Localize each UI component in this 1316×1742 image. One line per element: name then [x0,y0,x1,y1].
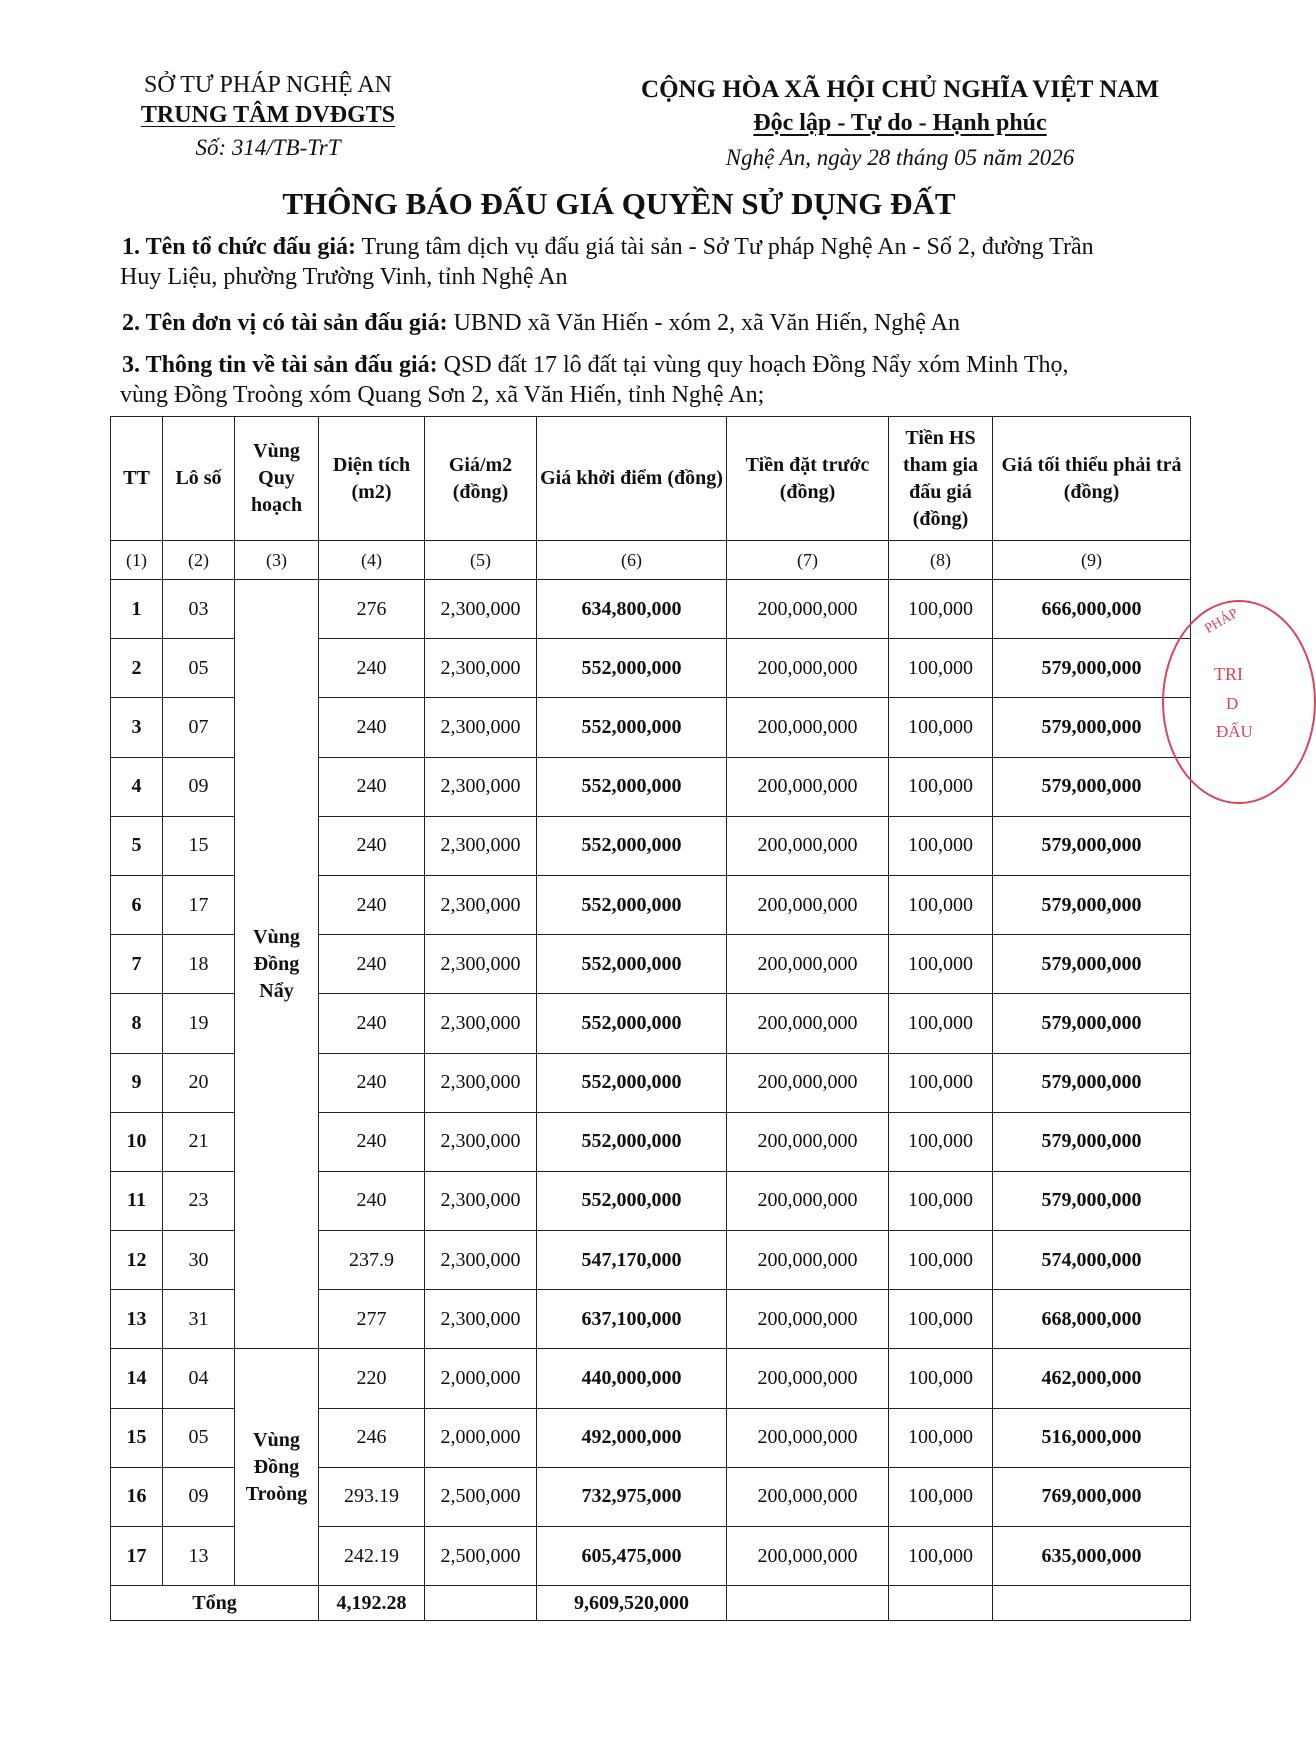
cell-min-price: 579,000,000 [993,639,1191,698]
cell-tt: 3 [111,698,163,757]
cell-deposit: 200,000,000 [727,1231,889,1290]
table-body [111,580,1191,1586]
cell-min-price: 462,000,000 [993,1349,1191,1408]
cell-min-price: 579,000,000 [993,935,1191,994]
col-index: (5) [425,541,537,580]
cell-start-price: 492,000,000 [537,1408,727,1467]
cell-start-price: 605,475,000 [537,1527,727,1586]
cell-deposit: 200,000,000 [727,1527,889,1586]
cell-price-per-m2: 2,300,000 [425,935,537,994]
stamp-text: ĐẤU [1216,722,1253,741]
cell-price-per-m2: 2,300,000 [425,1053,537,1112]
cell-price-per-m2: 2,300,000 [425,639,537,698]
cell-tt: 14 [111,1349,163,1408]
cell-price-per-m2: 2,300,000 [425,1231,537,1290]
col-header: Diện tích (m2) [319,417,425,541]
cell-price-per-m2: 2,300,000 [425,1112,537,1171]
cell-min-price: 579,000,000 [993,1112,1191,1171]
col-index: (8) [889,541,993,580]
cell-fee: 100,000 [889,639,993,698]
total-label: Tổng [111,1586,319,1621]
cell-min-price: 666,000,000 [993,580,1191,639]
cell-tt: 10 [111,1112,163,1171]
motto: Độc lập - Tự do - Hạnh phúc [753,110,1047,136]
cell-area: 276 [319,580,425,639]
cell-min-price: 769,000,000 [993,1467,1191,1526]
cell-lot: 09 [163,1467,235,1526]
section-text-cont: vùng Đồng Troòng xóm Quang Sơn 2, xã Văn Hiến, tỉnh Nghệ An; [120,382,765,408]
table-total-row [111,1586,1191,1621]
cell-start-price: 732,975,000 [537,1467,727,1526]
center-name: TRUNG TÂM DVĐGTS [140,102,396,128]
col-index: (2) [163,541,235,580]
cell-deposit: 200,000,000 [727,639,889,698]
table-index-row [111,541,1191,580]
cell-deposit: 200,000,000 [727,935,889,994]
section-text-cont: Huy Liệu, phường Trường Vinh, tỉnh Nghệ An [120,264,568,290]
cell-area: 240 [319,816,425,875]
col-header: Giá tối thiểu phải trả (đồng) [993,417,1191,541]
auction-table [110,416,1191,1621]
cell-fee: 100,000 [889,1527,993,1586]
document-number: Số: 314/TB-TrT [195,135,341,160]
cell-tt: 11 [111,1171,163,1230]
cell-area: 246 [319,1408,425,1467]
cell-tt: 13 [111,1290,163,1349]
cell-min-price: 579,000,000 [993,698,1191,757]
cell-tt: 2 [111,639,163,698]
total-empty [889,1586,993,1621]
cell-area: 240 [319,935,425,994]
cell-fee: 100,000 [889,1053,993,1112]
cell-fee: 100,000 [889,1467,993,1526]
cell-deposit: 200,000,000 [727,698,889,757]
cell-deposit: 200,000,000 [727,994,889,1053]
cell-fee: 100,000 [889,1290,993,1349]
cell-start-price: 440,000,000 [537,1349,727,1408]
section-1 [122,232,1172,292]
table-row [111,580,1191,639]
col-index: (3) [235,541,319,580]
cell-lot: 15 [163,816,235,875]
header-right [620,74,1180,176]
red-seal-stamp [1162,600,1316,804]
section-label: 1. Tên tổ chức đấu giá: [122,234,356,260]
cell-min-price: 579,000,000 [993,1171,1191,1230]
cell-min-price: 579,000,000 [993,875,1191,934]
section-text: Trung tâm dịch vụ đấu giá tài sản - Sở Tư pháp Nghệ An - Số 2, đường Trần [355,234,1094,260]
cell-deposit: 200,000,000 [727,580,889,639]
cell-min-price: 579,000,000 [993,994,1191,1053]
cell-start-price: 552,000,000 [537,639,727,698]
col-header: Tiền đặt trước (đồng) [727,417,889,541]
cell-min-price: 579,000,000 [993,1053,1191,1112]
cell-lot: 09 [163,757,235,816]
col-header: Giá/m2 (đồng) [425,417,537,541]
total-empty [993,1586,1191,1621]
cell-tt: 16 [111,1467,163,1526]
stamp-text: D [1226,694,1239,713]
col-index: (9) [993,541,1191,580]
cell-fee: 100,000 [889,1171,993,1230]
cell-deposit: 200,000,000 [727,1349,889,1408]
cell-area: 240 [319,994,425,1053]
cell-tt: 1 [111,580,163,639]
cell-deposit: 200,000,000 [727,757,889,816]
total-area: 4,192.28 [319,1586,425,1621]
col-index: (1) [111,541,163,580]
cell-price-per-m2: 2,000,000 [425,1408,537,1467]
cell-min-price: 579,000,000 [993,757,1191,816]
cell-start-price: 552,000,000 [537,1053,727,1112]
col-header: Tiền HS tham gia đấu giá (đồng) [889,417,993,541]
cell-price-per-m2: 2,500,000 [425,1527,537,1586]
col-header: Lô số [163,417,235,541]
total-empty [425,1586,537,1621]
cell-price-per-m2: 2,300,000 [425,994,537,1053]
cell-fee: 100,000 [889,698,993,757]
cell-area: 220 [319,1349,425,1408]
cell-area: 277 [319,1290,425,1349]
col-header: Giá khởi điểm (đồng) [537,417,727,541]
cell-lot: 31 [163,1290,235,1349]
cell-fee: 100,000 [889,1408,993,1467]
cell-lot: 13 [163,1527,235,1586]
cell-tt: 12 [111,1231,163,1290]
cell-lot: 03 [163,580,235,639]
section-3 [122,350,1172,410]
cell-tt: 8 [111,994,163,1053]
cell-area: 240 [319,757,425,816]
cell-deposit: 200,000,000 [727,1171,889,1230]
cell-area: 240 [319,1112,425,1171]
issue-date: Nghệ An, ngày 28 tháng 05 năm 2026 [725,145,1075,170]
cell-tt: 15 [111,1408,163,1467]
cell-tt: 4 [111,757,163,816]
cell-lot: 04 [163,1349,235,1408]
cell-area: 240 [319,1053,425,1112]
page-title: THÔNG BÁO ĐẤU GIÁ QUYỀN SỬ DỤNG ĐẤT [282,186,956,221]
cell-lot: 18 [163,935,235,994]
cell-area: 242.19 [319,1527,425,1586]
cell-lot: 05 [163,639,235,698]
cell-lot: 19 [163,994,235,1053]
cell-start-price: 552,000,000 [537,935,727,994]
cell-price-per-m2: 2,300,000 [425,816,537,875]
header-left [118,70,418,166]
cell-area: 237.9 [319,1231,425,1290]
section-2 [122,308,1172,338]
cell-deposit: 200,000,000 [727,1053,889,1112]
cell-deposit: 200,000,000 [727,816,889,875]
cell-price-per-m2: 2,300,000 [425,1290,537,1349]
col-index: (7) [727,541,889,580]
total-start-price: 9,609,520,000 [537,1586,727,1621]
cell-fee: 100,000 [889,580,993,639]
cell-start-price: 634,800,000 [537,580,727,639]
cell-area: 293.19 [319,1467,425,1526]
cell-price-per-m2: 2,300,000 [425,1171,537,1230]
cell-tt: 5 [111,816,163,875]
table-header-row [111,417,1191,541]
cell-start-price: 547,170,000 [537,1231,727,1290]
cell-lot: 05 [163,1408,235,1467]
cell-min-price: 579,000,000 [993,816,1191,875]
cell-price-per-m2: 2,300,000 [425,875,537,934]
cell-deposit: 200,000,000 [727,1408,889,1467]
cell-area: 240 [319,875,425,934]
cell-area: 240 [319,698,425,757]
cell-min-price: 574,000,000 [993,1231,1191,1290]
col-header: Vùng Quy hoạch [235,417,319,541]
cell-lot: 07 [163,698,235,757]
total-empty [727,1586,889,1621]
cell-start-price: 552,000,000 [537,875,727,934]
cell-lot: 21 [163,1112,235,1171]
col-index: (6) [537,541,727,580]
cell-price-per-m2: 2,300,000 [425,757,537,816]
cell-start-price: 552,000,000 [537,816,727,875]
section-label: 3. Thông tin về tài sản đấu giá: [122,352,438,378]
cell-start-price: 637,100,000 [537,1290,727,1349]
cell-deposit: 200,000,000 [727,1467,889,1526]
cell-fee: 100,000 [889,816,993,875]
cell-area: 240 [319,639,425,698]
cell-fee: 100,000 [889,1231,993,1290]
cell-start-price: 552,000,000 [537,757,727,816]
cell-fee: 100,000 [889,757,993,816]
cell-tt: 17 [111,1527,163,1586]
cell-region: Vùng Đồng Nẩy [235,580,319,1349]
cell-start-price: 552,000,000 [537,698,727,757]
cell-fee: 100,000 [889,875,993,934]
cell-deposit: 200,000,000 [727,1290,889,1349]
cell-min-price: 635,000,000 [993,1527,1191,1586]
section-label: 2. Tên đơn vị có tài sản đấu giá: [122,310,448,336]
cell-fee: 100,000 [889,935,993,994]
cell-tt: 6 [111,875,163,934]
cell-min-price: 668,000,000 [993,1290,1191,1349]
cell-price-per-m2: 2,300,000 [425,698,537,757]
stamp-text: TRI [1214,664,1243,684]
cell-min-price: 516,000,000 [993,1408,1191,1467]
cell-lot: 30 [163,1231,235,1290]
col-header: TT [111,417,163,541]
cell-tt: 9 [111,1053,163,1112]
cell-start-price: 552,000,000 [537,1171,727,1230]
col-index: (4) [319,541,425,580]
cell-deposit: 200,000,000 [727,1112,889,1171]
cell-start-price: 552,000,000 [537,994,727,1053]
agency-name: SỞ TƯ PHÁP NGHỆ AN [144,72,392,98]
cell-price-per-m2: 2,500,000 [425,1467,537,1526]
cell-tt: 7 [111,935,163,994]
cell-area: 240 [319,1171,425,1230]
section-text: UBND xã Văn Hiến - xóm 2, xã Văn Hiến, Nghệ An [447,310,960,336]
stamp-text: PHÁP [1202,606,1241,638]
cell-fee: 100,000 [889,1112,993,1171]
cell-price-per-m2: 2,300,000 [425,580,537,639]
cell-lot: 17 [163,875,235,934]
cell-lot: 20 [163,1053,235,1112]
cell-lot: 23 [163,1171,235,1230]
cell-start-price: 552,000,000 [537,1112,727,1171]
cell-deposit: 200,000,000 [727,875,889,934]
section-text: QSD đất 17 lô đất tại vùng quy hoạch Đồng Nẩy xóm Minh Thọ, [437,352,1069,378]
cell-fee: 100,000 [889,994,993,1053]
cell-fee: 100,000 [889,1349,993,1408]
cell-price-per-m2: 2,000,000 [425,1349,537,1408]
cell-region: Vùng Đồng Troòng [235,1349,319,1586]
table-row [111,1349,1191,1408]
nation-name: CỘNG HÒA XÃ HỘI CHỦ NGHĨA VIỆT NAM [641,76,1159,103]
